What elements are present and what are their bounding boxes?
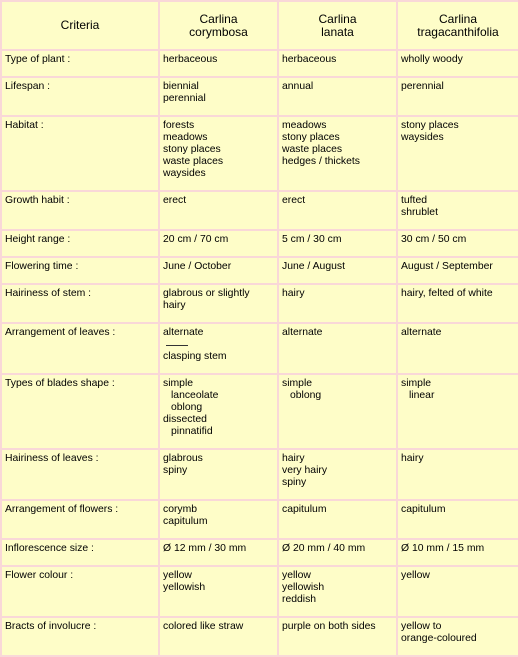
cell-text: purple on both sides (282, 621, 376, 632)
value-cell (279, 192, 396, 229)
value-cell (160, 501, 277, 538)
cell-text: June / August (282, 261, 345, 272)
table-body (2, 51, 518, 655)
value-cell (160, 567, 277, 616)
value-cell (279, 567, 396, 616)
cell-text: hedges / thickets (282, 156, 360, 167)
table-row (2, 78, 518, 115)
cell-text: Ø 20 mm / 40 mm (282, 543, 366, 554)
criterion-label: Flower colour : (5, 570, 74, 581)
value-cell (160, 231, 277, 256)
table-row (2, 501, 518, 538)
cell-text: meadows (163, 132, 208, 143)
species-genus: Carlina (199, 11, 238, 26)
cell-text: waysides (401, 132, 444, 143)
species-epithet: lanata (321, 24, 354, 39)
species-epithet: tragacanthifolia (417, 24, 499, 39)
table-row (2, 231, 518, 256)
cell-text: June / October (163, 261, 232, 272)
cell-text: perennial (163, 93, 206, 104)
cell-text: very hairy (282, 465, 328, 476)
cell-text: hairy (163, 300, 186, 311)
criterion-label: Types of blades shape : (5, 378, 115, 389)
cell-text: capitulum (401, 504, 446, 515)
value-cell (160, 78, 277, 115)
value-cell (398, 51, 518, 76)
cell-text: stony places (163, 144, 221, 155)
value-cell (398, 501, 518, 538)
cell-text: spiny (282, 477, 307, 488)
value-cell (398, 192, 518, 229)
criterion-label: Inflorescence size : (5, 543, 94, 554)
cell-text: yellow (163, 570, 192, 581)
criterion-label: Hairiness of leaves : (5, 453, 99, 464)
cell-text: 5 cm / 30 cm (282, 234, 342, 245)
value-cell (160, 258, 277, 283)
value-cell (398, 258, 518, 283)
cell-text: yellow (401, 570, 430, 581)
cell-text: herbaceous (282, 54, 337, 65)
cell-text: shrublet (401, 207, 438, 218)
cell-text: August / September (401, 261, 493, 272)
value-cell (398, 324, 518, 373)
criterion-label: Arrangement of flowers : (5, 504, 119, 515)
cell-text: hairy (401, 453, 424, 464)
cell-text: yellowish (282, 582, 325, 593)
value-cell (279, 231, 396, 256)
cell-text: hairy (282, 453, 305, 464)
table-row (2, 450, 518, 499)
cell-text: erect (163, 195, 187, 206)
value-cell (160, 540, 277, 565)
cell-text: meadows (282, 120, 327, 131)
cell-text: Ø 10 mm / 15 mm (401, 543, 485, 554)
value-cell (160, 450, 277, 499)
criterion-cell (2, 117, 158, 190)
cell-text: linear (409, 390, 435, 401)
cell-text: wholly woody (401, 54, 463, 65)
value-cell (398, 78, 518, 115)
value-cell (279, 117, 396, 190)
cell-text: Ø 12 mm / 30 mm (163, 543, 247, 554)
cell-text: yellow (282, 570, 311, 581)
header-row (2, 2, 518, 49)
criterion-cell (2, 78, 158, 115)
criterion-label: Height range : (5, 234, 71, 245)
criterion-cell (2, 450, 158, 499)
cell-text: waste places (163, 156, 224, 167)
cell-text: oblong (171, 402, 203, 413)
cell-text: orange-coloured (401, 633, 477, 644)
table-row (2, 375, 518, 448)
cell-text: corymb (163, 504, 198, 515)
criterion-label: Type of plant : (5, 54, 71, 65)
criterion-label: Lifespan : (5, 81, 51, 92)
value-cell (160, 375, 277, 448)
value-cell (160, 51, 277, 76)
criterion-label: Arrangement of leaves : (5, 327, 116, 338)
cell-text: erect (282, 195, 306, 206)
species-header-corymbosa (160, 2, 277, 49)
cell-text: capitulum (163, 516, 208, 527)
cell-text: stony places (282, 132, 340, 143)
cell-text: annual (282, 81, 314, 92)
cell-text: colored like straw (163, 621, 244, 632)
criterion-cell (2, 258, 158, 283)
value-cell (398, 540, 518, 565)
value-cell (279, 78, 396, 115)
cell-text: glabrous (163, 453, 203, 464)
table-row (2, 324, 518, 373)
cell-text: hairy, felted of white (401, 288, 493, 299)
criterion-cell (2, 540, 158, 565)
cell-text: alternate (282, 327, 323, 338)
cell-text: yellow to (401, 621, 442, 632)
value-cell (398, 285, 518, 322)
criterion-label: Growth habit : (5, 195, 70, 206)
value-cell (279, 258, 396, 283)
cell-text: alternate (401, 327, 442, 338)
cell-text: reddish (282, 594, 317, 605)
value-cell (160, 324, 277, 373)
criterion-cell (2, 231, 158, 256)
cell-text: simple (163, 378, 194, 389)
cell-text: simple (401, 378, 432, 389)
table-row (2, 567, 518, 616)
table-row (2, 51, 518, 76)
cell-text: dissected (163, 414, 207, 425)
table-row (2, 117, 518, 190)
value-cell (279, 540, 396, 565)
criterion-cell (2, 285, 158, 322)
table-row (2, 285, 518, 322)
value-cell (398, 375, 518, 448)
criterion-cell (2, 324, 158, 373)
cell-text: perennial (401, 81, 444, 92)
value-cell (160, 285, 277, 322)
criterion-cell (2, 375, 158, 448)
species-header-tragacanthifolia (398, 2, 518, 49)
value-cell (279, 285, 396, 322)
cell-text: stony places (401, 120, 459, 131)
cell-text: tufted (401, 195, 427, 206)
criterion-cell (2, 567, 158, 616)
criteria-header (2, 2, 158, 49)
cell-text: spiny (163, 465, 188, 476)
cell-text: forests (163, 120, 195, 131)
species-header-lanata (279, 2, 396, 49)
value-cell (160, 117, 277, 190)
value-cell (279, 324, 396, 373)
criterion-cell (2, 51, 158, 76)
value-cell (398, 231, 518, 256)
species-genus: Carlina (438, 11, 477, 26)
value-cell (279, 501, 396, 538)
cell-text: 20 cm / 70 cm (163, 234, 229, 245)
value-cell (279, 450, 396, 499)
cell-text: hairy (282, 288, 305, 299)
cell-text: simple (282, 378, 313, 389)
table-row (2, 540, 518, 565)
cell-text: waste places (282, 144, 343, 155)
criterion-label: Habitat : (5, 120, 44, 131)
criterion-label: Flowering time : (5, 261, 79, 272)
criterion-cell (2, 501, 158, 538)
cell-text: 30 cm / 50 cm (401, 234, 467, 245)
criterion-cell (2, 192, 158, 229)
table-row (2, 192, 518, 229)
criterion-label: Hairiness of stem : (5, 288, 92, 299)
criteria-header-label: Criteria (60, 18, 100, 32)
cell-text: pinnatifid (171, 426, 213, 437)
value-cell (398, 117, 518, 190)
species-genus: Carlina (318, 11, 357, 26)
value-cell (160, 192, 277, 229)
value-cell (398, 567, 518, 616)
cell-text: oblong (290, 390, 322, 401)
value-cell (398, 450, 518, 499)
separator-line (166, 345, 188, 346)
cell-text: alternate (163, 327, 204, 338)
cell-text: yellowish (163, 582, 206, 593)
criterion-label: Bracts of involucre : (5, 621, 97, 632)
cell-text: biennial (163, 81, 199, 92)
value-cell (279, 51, 396, 76)
cell-text: capitulum (282, 504, 327, 515)
cell-text: waysides (163, 168, 206, 179)
cell-text: lanceolate (171, 390, 219, 401)
cell-text: herbaceous (163, 54, 218, 65)
table-row (2, 258, 518, 283)
value-cell (279, 375, 396, 448)
species-epithet: corymbosa (189, 24, 248, 39)
cell-text: glabrous or slightly (163, 288, 250, 299)
cell-text: clasping stem (163, 351, 227, 362)
